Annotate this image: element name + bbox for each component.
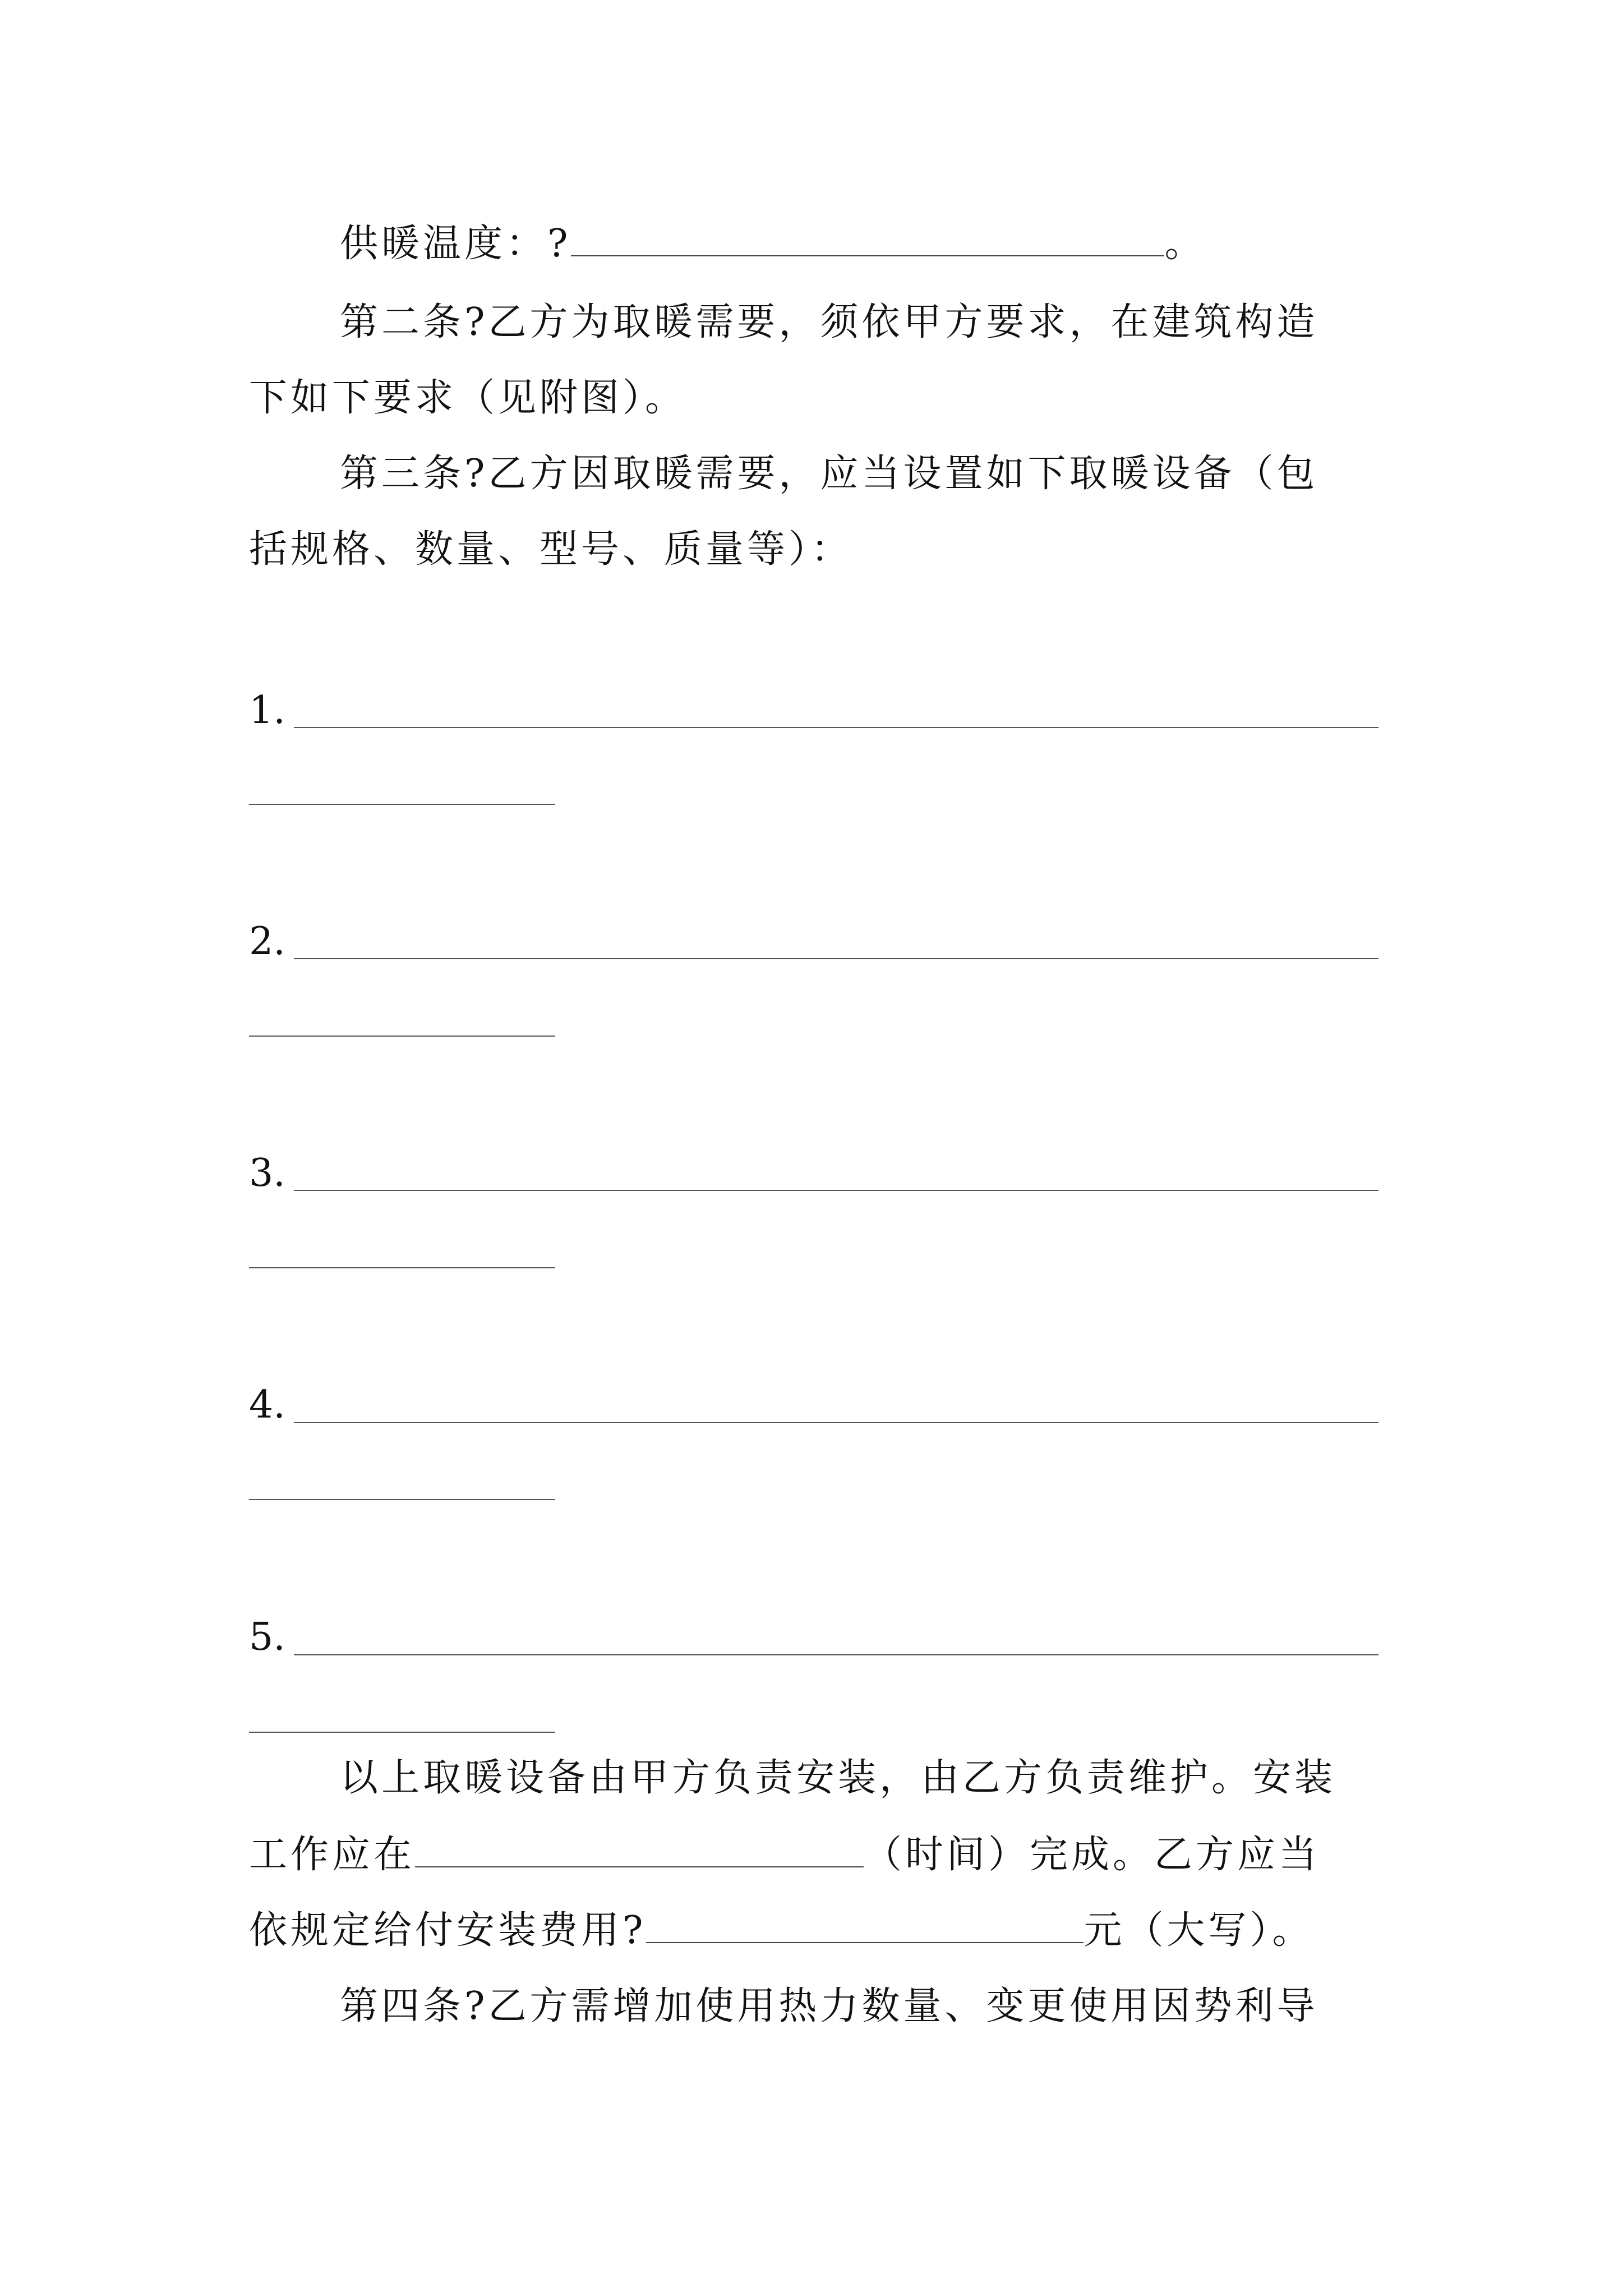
article3-line2: 括规格、数量、型号、质量等）： bbox=[249, 527, 853, 572]
equipment-item-number: 4. bbox=[249, 1383, 285, 1427]
installation-fee-suffix: 元（大写）。 bbox=[1083, 1908, 1314, 1953]
equipment-item-field-continuation[interactable] bbox=[249, 1267, 555, 1268]
heating-temperature-line bbox=[340, 219, 1206, 269]
installation-fee-label: 依规定给付安装费用? bbox=[249, 1908, 647, 1953]
article3-line1: 第三条?乙方因取暖需要，应当设置如下取暖设备（包 bbox=[340, 452, 1318, 496]
equipment-item-field-continuation[interactable] bbox=[249, 1036, 555, 1037]
installation-time-suffix: （时间）完成。乙方应当 bbox=[864, 1833, 1321, 1877]
equipment-item-field[interactable] bbox=[294, 727, 1378, 728]
article4-line1: 第四条?乙方需增加使用热力数量、变更使用因势利导 bbox=[340, 1984, 1318, 2028]
equipment-item-field-continuation[interactable] bbox=[249, 1732, 555, 1733]
equipment-item-field[interactable] bbox=[294, 1654, 1378, 1655]
equipment-item-field-continuation[interactable] bbox=[249, 804, 555, 805]
heating-temperature-suffix: 。 bbox=[1164, 222, 1206, 266]
equipment-item-number: 1. bbox=[249, 688, 285, 733]
installation-line1: 以上取暖设备由甲方负责安装，由乙方负责维护。安装 bbox=[340, 1756, 1336, 1800]
equipment-item-field[interactable] bbox=[294, 1190, 1378, 1191]
installation-line3 bbox=[249, 1906, 1313, 1956]
equipment-item-field[interactable] bbox=[294, 958, 1378, 959]
installation-time-field[interactable] bbox=[415, 1833, 864, 1867]
equipment-item-number: 5. bbox=[249, 1615, 285, 1659]
equipment-item-number: 2. bbox=[249, 919, 285, 964]
installation-time-label: 工作应在 bbox=[249, 1833, 416, 1877]
installation-fee-field[interactable] bbox=[646, 1908, 1083, 1943]
article2-line2: 下如下要求（见附图）。 bbox=[249, 376, 687, 420]
installation-line2 bbox=[249, 1830, 1320, 1880]
article2-line1: 第二条?乙方为取暖需要，须依甲方要求，在建筑构造 bbox=[340, 300, 1318, 344]
equipment-item-number: 3. bbox=[249, 1151, 285, 1195]
heating-temperature-label: 供暖温度：? bbox=[340, 222, 571, 266]
equipment-item-field[interactable] bbox=[294, 1422, 1378, 1423]
heating-temperature-field[interactable] bbox=[571, 222, 1164, 256]
equipment-item-field-continuation[interactable] bbox=[249, 1499, 555, 1500]
